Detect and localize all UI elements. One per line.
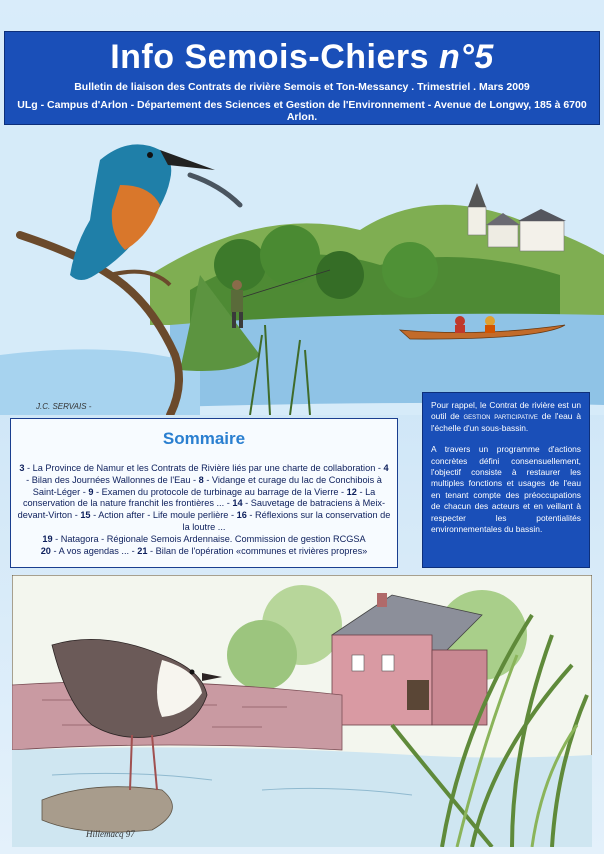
illustration-signature: J.C. SERVAIS -: [36, 402, 92, 411]
contrat-riviere-info-box: [422, 392, 590, 568]
bulletin-title: [5, 38, 599, 77]
toc-item: 19 - Natagora - Régionale Semois Ardennaise. Commission de gestion RCGSA: [42, 533, 366, 544]
sommaire-list: [17, 463, 391, 557]
dipper-mill-illustration: [12, 575, 592, 847]
issue-number: n°5: [439, 38, 494, 76]
toc-item: - 16 - Réflexions sur la conservation de la loutre ...: [182, 510, 391, 532]
toc-item: 20 - A vos agendas ...: [40, 545, 130, 556]
kingfisher-river-illustration: [0, 125, 604, 415]
toc-item: - 12 - La conservation de la nature franchit les frontières ...: [22, 486, 376, 509]
toc-item: - 9 - Examen du protocole de turbinage au barrage de la Vierre: [80, 486, 339, 497]
toc-item: - 8 - Vidange et curage du lac de Conchibois à Saint-Léger: [32, 474, 382, 497]
toc-item: - 4 - Bilan des Journées Wallonnes de l'Eau: [26, 463, 389, 485]
rappel-paragraph-2: A travers un programme d'actions concrètes défini consensuellement, l'objectif consiste à restaurer les multiples fonctions et usages de l'eau en tenant compte des préoccupations de chacun des acteurs et en veillant à respecter les potentialités environnementales du bassin.: [431, 444, 581, 535]
masthead: [4, 31, 600, 125]
rappel-paragraph-1: Pour rappel, le Contrat de rivière est un outil de gestion participative de l'eau à l'échelle d'un sous-bassin.: [431, 400, 581, 433]
bulletin-address: ULg - Campus d'Arlon - Département des Sciences et Gestion de l'Environnement - Avenue de Longwy, 185 à 6700 Arlon.: [17, 99, 587, 123]
table-of-contents: [10, 418, 398, 568]
bulletin-subtitle: Bulletin de liaison des Contrats de rivière Semois et Ton-Messancy . Trimestriel . Mars 2009: [74, 81, 530, 93]
toc-item: 3 - La Province de Namur et les Contrats de Rivière liés par une charte de collaboration: [19, 463, 376, 473]
sommaire-title: Sommaire: [162, 429, 246, 448]
toc-item: - 14 - Sauvetage de batraciens à Meix-devant-Virton: [17, 498, 386, 521]
toc-item: - 21 - Bilan de l'opération «communes et rivières propres»: [129, 545, 368, 556]
toc-item: - 15 - Action after - Life moule perlière: [72, 510, 229, 521]
title-text: Info Semois-Chiers: [110, 38, 430, 76]
illustration-bottom-signature: Hillemacq 97: [86, 829, 135, 839]
